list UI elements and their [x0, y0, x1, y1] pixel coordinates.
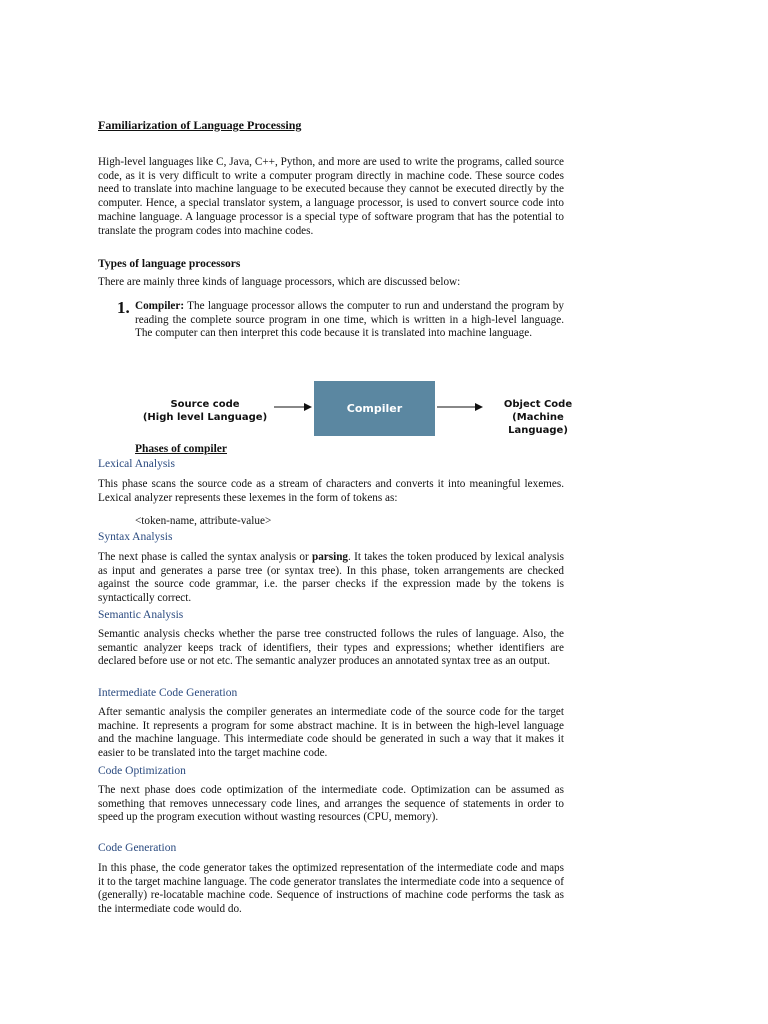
arrow-icon — [437, 402, 483, 412]
generation-heading: Code Generation — [98, 842, 177, 854]
arrow-icon — [274, 402, 312, 412]
syntax-heading: Syntax Analysis — [98, 531, 173, 543]
list-item-compiler — [135, 300, 564, 341]
syntax-text-pre: The next phase is called the syntax analysis or — [98, 551, 312, 563]
phases-heading: Phases of compiler — [135, 443, 227, 455]
source-code-label — [140, 398, 270, 424]
source-code-line2: (High level Language) — [142, 412, 268, 423]
syntax-paragraph — [98, 551, 564, 606]
object-code-label — [482, 398, 594, 437]
document-title: Familiarization of Language Processing — [98, 118, 302, 132]
intro-paragraph: High-level languages like C, Java, C++, Python, and more are used to write the programs, called source code, as it is very difficult to write a computer program directly in machine code. These source codes need to translate into machine language to be executed because they cannot be executed directly by the computer. Hence, a special translator system, a language processor, is used to convert source code into machine language. A language processor is a special type of software program that has the potential to translate the program codes into machine codes. — [98, 156, 564, 237]
intermediate-paragraph: After semantic analysis the compiler generates an intermediate code of the source code for the target machine. It represents a program for some abstract machine. It is in between the high-level language and the machine language. This intermediate code should be generated in such a way that it makes it easier to be translated into the target machine code. — [98, 706, 564, 760]
syntax-text-post: . It takes the token produced by lexical analysis as input and generates a parse tree (or syntax tree). In this phase, token arrangements are checked against the source code grammar, i.e. the parser checks if the expression made by the tokens is syntactically correct. — [98, 551, 564, 605]
lexical-heading: Lexical Analysis — [98, 458, 175, 470]
optimization-heading: Code Optimization — [98, 765, 186, 777]
token-format: <token-name, attribute-value> — [135, 515, 272, 527]
list-text: The language processor allows the computer to run and understand the program by reading the complete source program in one time, which is written in a high-level language. The computer can then interpret this code because it is translated into machine language. — [135, 300, 564, 340]
syntax-text-bold: parsing — [311, 551, 349, 563]
source-code-line1: Source code — [170, 399, 240, 410]
types-heading: Types of language processors — [98, 258, 241, 270]
lexical-paragraph: This phase scans the source code as a stream of characters and converts it into meaningful lexemes. Lexical analyzer represents these lexemes in the form of tokens as: — [98, 478, 564, 504]
compiler-box: Compiler — [314, 381, 435, 436]
generation-paragraph: In this phase, the code generator takes the optimized representation of the intermediate code and maps it to the target machine language. The code generator translates the intermediate code into a sequence of (generally) re-locatable machine code. Sequence of instructions of machine code performs the task as the intermediate code would do. — [98, 862, 564, 916]
object-code-line2: (Machine Language) — [508, 412, 568, 436]
list-term: Compiler: — [135, 300, 185, 312]
semantic-paragraph: Semantic analysis checks whether the parse tree constructed follows the rules of language. Also, the semantic analyzer keeps track of identifiers, their types and expressions; whether identifiers are declared before use or not etc. The semantic analyzer produces an annotated syntax tree as an output. — [98, 628, 564, 668]
optimization-paragraph: The next phase does code optimization of the intermediate code. Optimization can be assumed as something that removes unnecessary code lines, and arranges the sequence of statements in order to speed up the program execution without wasting resources (CPU, memory). — [98, 784, 564, 824]
types-intro: There are mainly three kinds of language processors, which are discussed below: — [98, 276, 461, 288]
object-code-line1: Object Code — [503, 399, 573, 410]
intermediate-heading: Intermediate Code Generation — [98, 687, 238, 699]
list-number: 1. — [117, 298, 130, 317]
semantic-heading: Semantic Analysis — [98, 609, 184, 621]
